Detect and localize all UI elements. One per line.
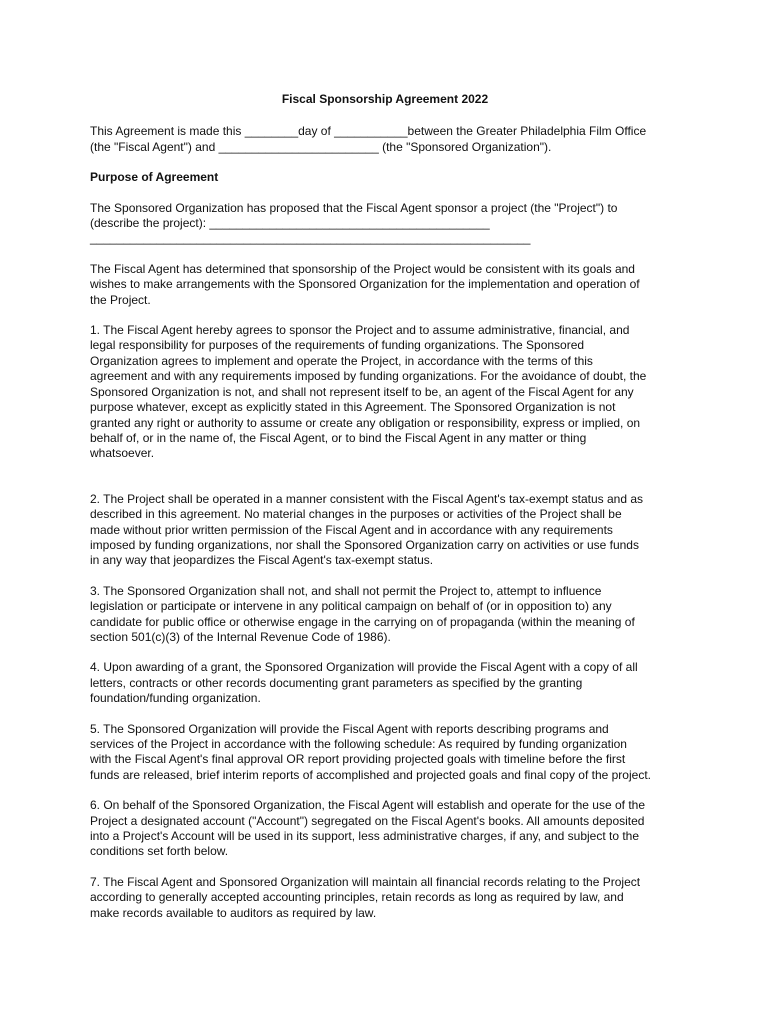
document-body — [90, 92, 690, 936]
clause-5: 5. The Sponsored Organization will provide the Fiscal Agent with reports describing programs and services of the Project in accordance with the following schedule: As required by funding organization with the Fiscal Agent's final approval OR report providing projected goals with timeline before the first funds are released, brief interim reports of accomplished and projected goals and final copy of the project. — [90, 721, 651, 782]
purpose-paragraph: The Sponsored Organization has proposed that the Fiscal Agent sponsor a project (the "Project") to (describe the project): __________________________________________ __________________________________________________________________ — [90, 200, 618, 246]
document-title: Fiscal Sponsorship Agreement 2022 — [281, 92, 489, 106]
intro-paragraph: This Agreement is made this ________day of ___________between the Greater Philadelphia Film Office (the "Fiscal Agent") and ________________________ (the "Sponsored Organization"). — [90, 124, 647, 154]
clause-1: 1. The Fiscal Agent hereby agrees to sponsor the Project and to assume administrative, financial, and legal responsibility for purposes of the requirements of funding organizations. The Sponsored Organization agrees to implement and operate the Project, in accordance with the terms of this agreement and with any requirements imposed by funding organizations. For the avoidance of doubt, the Sponsored Organization is not, and shall not represent itself to be, an agent of the Fiscal Agent for any purpose whatever, except as explicitly stated in this Agreement. The Sponsored Organization is not granted any right or authority to assume or create any obligation or responsibility, express or implied, on behalf of, or in the name of, the Fiscal Agent, or to bind the Fiscal Agent in any matter or thing whatsoever. — [90, 323, 647, 461]
clause-3: 3. The Sponsored Organization shall not, and shall not permit the Project to, attempt to influence legislation or participate or intervene in any political campaign on behalf of (or in opposition to) any candidate for public office or otherwise engage in the carrying on of propaganda (within the meaning of section 501(c)(3) of the Internal Revenue Code of 1986). — [90, 583, 635, 644]
determination-paragraph: The Fiscal Agent has determined that sponsorship of the Project would be consistent with its goals and wishes to make arrangements with the Sponsored Organization for the implementation and operation of the Project. — [90, 261, 640, 307]
clause-7: 7. The Fiscal Agent and Sponsored Organization will maintain all financial records relating to the Project according to generally accepted accounting principles, retain records as long as required by law, and make records available to auditors as required by law. — [90, 874, 641, 920]
clause-4: 4. Upon awarding of a grant, the Sponsored Organization will provide the Fiscal Agent with a copy of all letters, contracts or other records documenting grant parameters as specified by the granting foundation/funding organization. — [90, 660, 638, 706]
clause-2: 2. The Project shall be operated in a manner consistent with the Fiscal Agent's tax-exempt status and as described in this agreement. No material changes in the purposes or activities of the Project shall be made without prior written permission of the Fiscal Agent and in accordance with any requirements imposed by funding organizations, nor shall the Sponsored Organization carry on activities or use funds in any way that jeopardizes the Fiscal Agent's tax-exempt status. — [90, 491, 644, 568]
clause-6: 6. On behalf of the Sponsored Organization, the Fiscal Agent will establish and operate for the use of the Project a designated account ("Account") segregated on the Fiscal Agent's books. All amounts deposited into a Project's Account will be used in its support, less administrative charges, if any, and subject to the conditions set forth below. — [90, 798, 646, 859]
purpose-heading: Purpose of Agreement — [90, 170, 219, 185]
